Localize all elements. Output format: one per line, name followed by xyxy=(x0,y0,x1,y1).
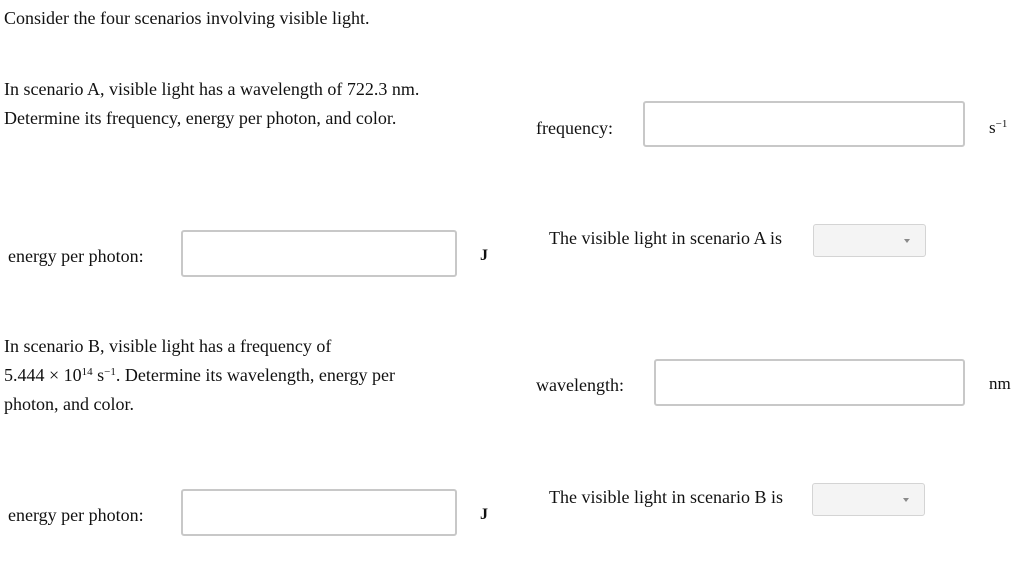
scenario-a-line-1: In scenario A, visible light has a wavelength of 722.3 nm. xyxy=(4,79,420,99)
scenario-b-color-label: The visible light in scenario B is xyxy=(549,487,783,507)
scenario-b-energy-unit: J xyxy=(480,506,488,523)
scenario-b-line-1: In scenario B, visible light has a frequency of xyxy=(4,336,332,356)
intro-text: Consider the four scenarios involving visible light. xyxy=(4,8,370,28)
scenario-b-energy-input[interactable] xyxy=(181,489,457,536)
scenario-a-frequency-unit xyxy=(989,118,1007,138)
frequency-unit-exponent: −1 xyxy=(995,118,1008,130)
scenario-a-frequency-input[interactable] xyxy=(643,101,965,147)
scenario-a-description xyxy=(4,75,474,133)
scenario-b-frequency-number: 5.444 × 10 xyxy=(4,365,82,385)
scenario-a-color-label: The visible light in scenario A is xyxy=(549,228,782,248)
scenario-b-line-2 xyxy=(4,361,474,390)
chevron-down-icon xyxy=(904,239,910,243)
scenario-a-color-select[interactable] xyxy=(813,224,926,257)
chevron-down-icon xyxy=(903,498,909,502)
scenario-b-color-select[interactable] xyxy=(812,483,925,516)
frequency-unit-base: s xyxy=(989,118,996,137)
scenario-b-description xyxy=(4,332,474,419)
scenario-a-energy-label: energy per photon: xyxy=(8,246,144,266)
scenario-b-wavelength-unit: nm xyxy=(989,374,1011,393)
scenario-a-energy-unit: J xyxy=(480,247,488,264)
scenario-b-line-2-rest: . Determine its wavelength, energy per xyxy=(115,365,395,385)
scenario-b-frequency-unit-exponent: −1 xyxy=(104,366,116,378)
scenario-a-line-2: Determine its frequency, energy per photon, and color. xyxy=(4,108,397,128)
scenario-b-frequency-exponent: 14 xyxy=(81,366,93,378)
scenario-a-frequency-label: frequency: xyxy=(536,118,613,138)
scenario-b-line-3: photon, and color. xyxy=(4,394,134,414)
scenario-b-wavelength-input[interactable] xyxy=(654,359,965,406)
scenario-a-energy-input[interactable] xyxy=(181,230,457,277)
scenario-b-frequency-unit: s xyxy=(92,365,105,385)
scenario-b-wavelength-label: wavelength: xyxy=(536,375,624,395)
scenario-b-energy-label: energy per photon: xyxy=(8,505,144,525)
